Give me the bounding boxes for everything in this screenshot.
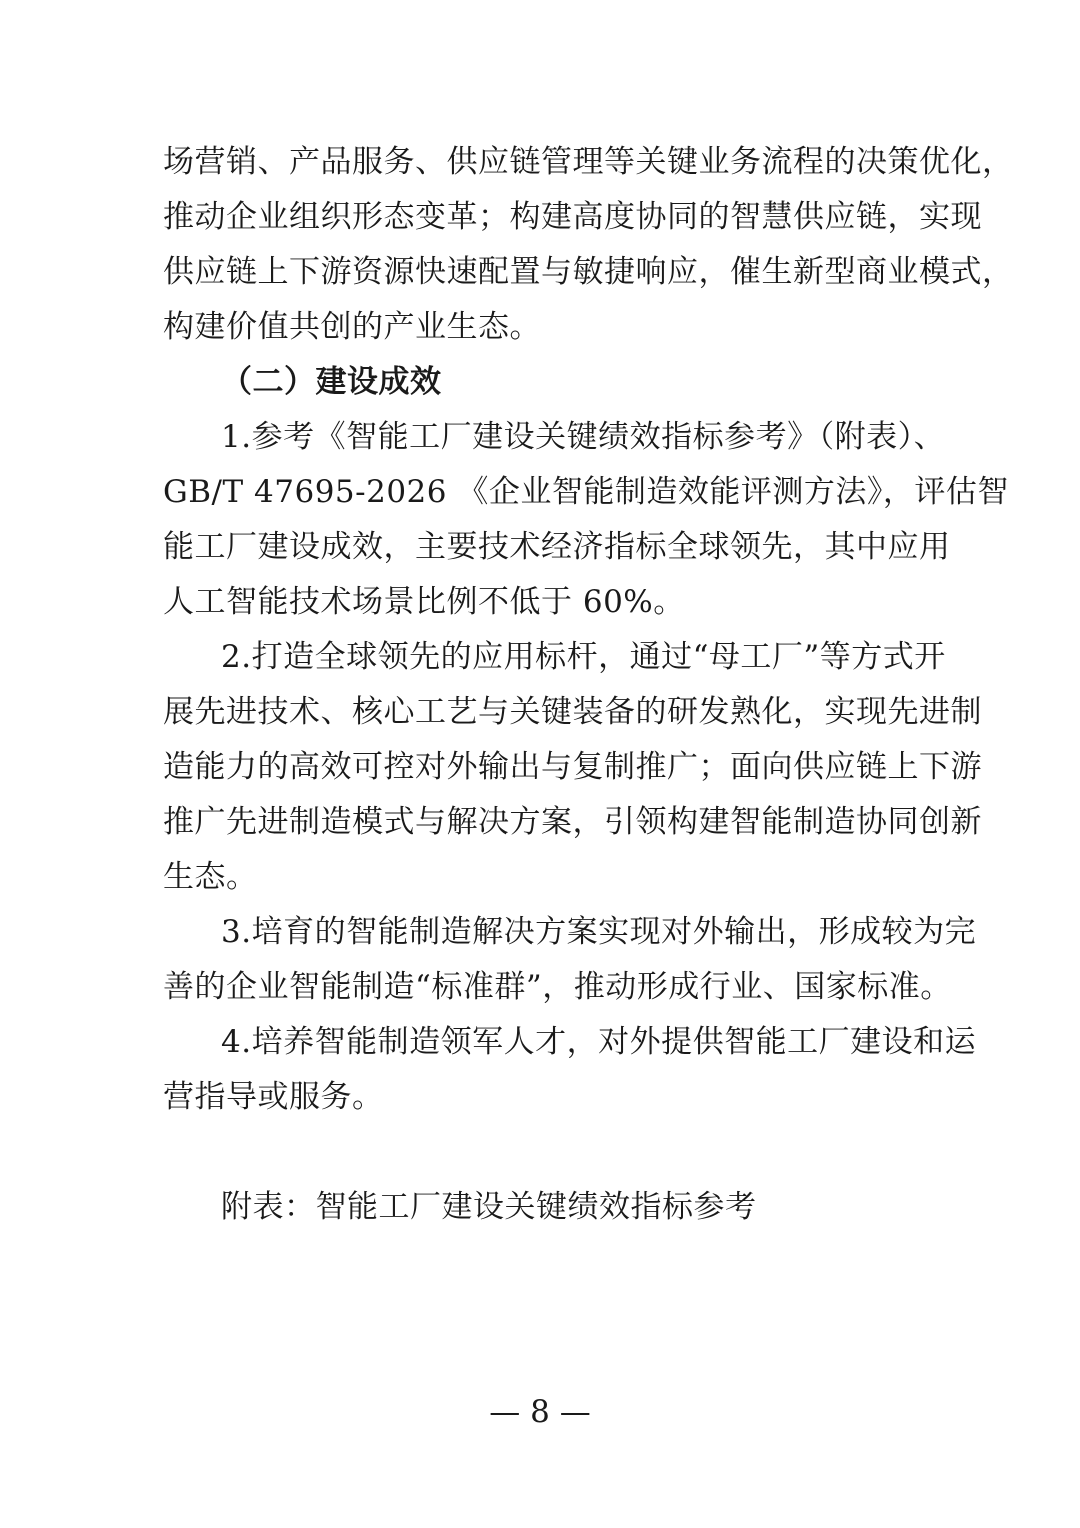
item3-line: 善的企业智能制造“标准群”，推动形成行业、国家标准。 — [163, 969, 952, 1005]
item4-line: 营指导或服务。 — [163, 1079, 384, 1115]
item3-line: 3.培育的智能制造解决方案实现对外输出，形成较为完 — [221, 914, 977, 950]
section-heading: （二）建设成效 — [221, 364, 442, 400]
paragraph-line: 场营销、产品服务、供应链管理等关键业务流程的决策优化， — [163, 144, 1014, 180]
paragraph-line: 构建价值共创的产业生态。 — [163, 309, 541, 345]
paragraph-line: 供应链上下游资源快速配置与敏捷响应，催生新型商业模式， — [163, 254, 1014, 290]
paragraph-line: 推动企业组织形态变革；构建高度协同的智慧供应链，实现 — [163, 199, 982, 235]
item1-line: 人工智能技术场景比例不低于 60%。 — [163, 584, 685, 620]
item1-line: 1.参考《智能工厂建设关键绩效指标参考》（附表）、 — [221, 419, 946, 455]
page-number: — 8 — — [489, 1394, 591, 1430]
item2-line: 生态。 — [163, 859, 258, 895]
item2-line: 推广先进制造模式与解决方案，引领构建智能制造协同创新 — [163, 804, 982, 840]
item1-line: GB/T 47695-2026 《企业智能制造效能评测方法》，评估智 — [163, 474, 1009, 510]
item2-line: 造能力的高效可控对外输出与复制推广；面向供应链上下游 — [163, 749, 982, 785]
item2-line: 2.打造全球领先的应用标杆，通过“母工厂”等方式开 — [221, 639, 946, 675]
item2-line: 展先进技术、核心工艺与关键装备的研发熟化，实现先进制 — [163, 694, 982, 730]
item1-line: 能工厂建设成效，主要技术经济指标全球领先，其中应用 — [163, 529, 951, 565]
attachment-note: 附表：智能工厂建设关键绩效指标参考 — [221, 1189, 757, 1225]
item4-line: 4.培养智能制造领军人才，对外提供智能工厂建设和运 — [221, 1024, 977, 1060]
